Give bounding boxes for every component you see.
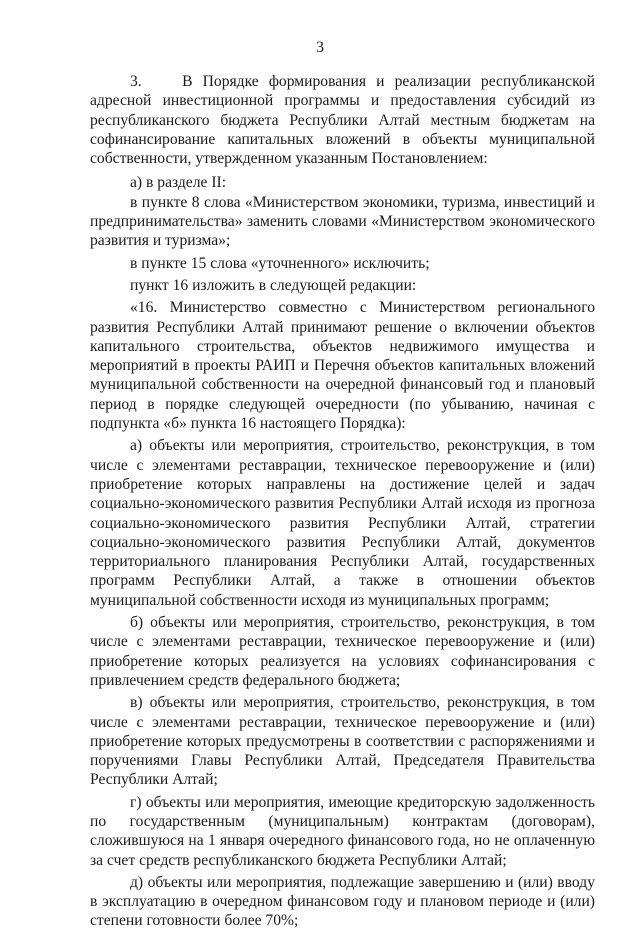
paragraph-section-ii: а) в разделе II: (130, 174, 227, 192)
paragraph-subpoint-b: б) объекты или мероприятия, строительство, реконструкция, в том числе с элементами реставрации, техническое перевооружение и (или) приобретение которых реализуется на условиях софинансирования с привлечением средств федерального бюджета; (90, 614, 595, 689)
paragraph-subpoint-g: г) объекты или мероприятия, имеющие кредиторскую задолженность по государственным (муниципальным) контрактам (договорам), сложившуюся на 1 января очередного финансового года, но не оплаченную за счет средств республиканского бюджета Республики Алтай; (90, 793, 595, 869)
paragraph-point-16: «16. Министерство совместно с Министерством регионального развития Республики Алтай принимают решение о включении объектов капитального строительства, объектов недвижимого имущества и мероприятий в проекты РАИП и Перечня объектов капитальных вложений муниципальной собственности на очередной финансовый год и плановый период в порядке следующей очередности (по убыванию, начиная с подпункта «б» пункта 16 настоящего Порядка): (90, 299, 595, 433)
paragraph-point-8: в пункте 8 слова «Министерством экономики, туризма, инвестиций и предпринимательства» заменить словами «Министерством экономического развития и туризма»; (90, 193, 595, 250)
paragraph-subpoint-v: в) объекты или мероприятия, строительство, реконструкция, в том числе с элементами реставрации, техническое перевооружение и (или) приобретение которых предусмотрены в соответствии с распоряжениями и поручениями Главы Республики Алтай, Председателя Правительства Республики Алтай; (90, 694, 595, 789)
paragraph-subpoint-d: д) объекты или мероприятия, подлежащие завершению и (или) вводу в эксплуатацию в очередном финансовом году и плановом периоде и (или) степени готовности более 70%; (90, 873, 595, 930)
paragraph-point-15: в пункте 15 слова «уточненного» исключить; (130, 254, 430, 272)
paragraph-3-intro: 3. В Порядке формирования и реализации республиканской адресной инвестиционной программы и предоставления субсидий из республиканского бюджета Республики Алтай местным бюджетам на софинансирование капитальных вложений в объекты муниципальной собственности, утвержденном указанным Постановлением: (90, 73, 595, 168)
page-number: 3 (316, 39, 324, 56)
paragraph-point-16-intro: пункт 16 изложить в следующей редакции: (130, 276, 417, 294)
document-body (90, 72, 595, 931)
paragraph-subpoint-a: а) объекты или мероприятия, строительство, реконструкция, в том числе с элементами реставрации, техническое перевооружение и (или) приобретение которых направлены на достижение целей и задач социально-экономического развития Республики Алтай исходя из прогноза социально-экономического развития Республики Алтай, стратегии социально-экономического развития Республики Алтай, документов территориального планирования Республики Алтай, государственных программ Республики Алтай, а также в отношении объектов муниципальной собственности исходя из муниципальных программ; (90, 437, 595, 609)
